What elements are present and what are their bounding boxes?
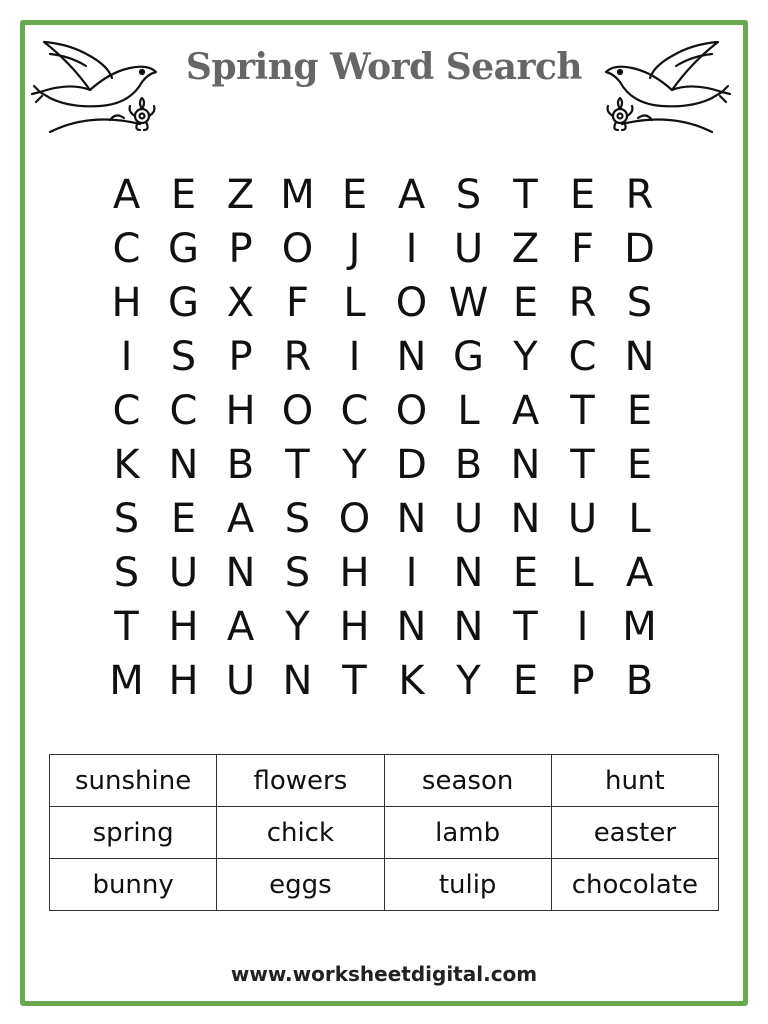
grid-letter[interactable]: T: [114, 604, 139, 650]
grid-letter[interactable]: U: [225, 658, 256, 704]
grid-letter[interactable]: L: [571, 550, 594, 596]
grid-letter[interactable]: Y: [456, 658, 481, 704]
word-list-row: [50, 755, 719, 807]
grid-letter[interactable]: R: [568, 280, 597, 326]
word-list-item: sunshine: [50, 755, 217, 807]
grid-letter[interactable]: L: [628, 496, 651, 542]
grid-letter[interactable]: B: [454, 442, 483, 488]
grid-letter[interactable]: H: [225, 388, 256, 434]
grid-letter[interactable]: N: [282, 658, 313, 704]
grid-letter[interactable]: E: [512, 658, 539, 704]
grid-letter[interactable]: C: [340, 388, 369, 434]
grid-letter[interactable]: S: [113, 550, 140, 596]
grid-letter[interactable]: H: [168, 658, 199, 704]
word-list-item: easter: [551, 807, 718, 859]
grid-letter[interactable]: M: [109, 658, 144, 704]
grid-letter[interactable]: N: [510, 496, 541, 542]
grid-letter[interactable]: T: [513, 604, 538, 650]
grid-letter[interactable]: N: [396, 496, 427, 542]
grid-letter[interactable]: B: [226, 442, 255, 488]
grid-letter[interactable]: N: [453, 550, 484, 596]
grid-letter[interactable]: H: [111, 280, 142, 326]
grid-letter[interactable]: G: [168, 226, 199, 272]
grid-letter[interactable]: Y: [342, 442, 367, 488]
grid-letter[interactable]: C: [568, 334, 597, 380]
grid-letter[interactable]: A: [397, 172, 426, 218]
grid-letter[interactable]: F: [285, 280, 309, 326]
grid-letter[interactable]: T: [342, 658, 367, 704]
word-list-item: season: [384, 755, 551, 807]
grid-letter[interactable]: E: [170, 496, 197, 542]
grid-letter[interactable]: U: [453, 496, 484, 542]
grid-letter[interactable]: E: [512, 550, 539, 596]
word-list-item: eggs: [217, 859, 384, 911]
grid-letter[interactable]: A: [112, 172, 141, 218]
grid-letter[interactable]: E: [626, 388, 653, 434]
grid-letter[interactable]: Z: [226, 172, 255, 218]
grid-letter[interactable]: N: [453, 604, 484, 650]
grid-letter[interactable]: K: [398, 658, 425, 704]
grid-letter[interactable]: I: [120, 334, 133, 380]
grid-letter[interactable]: T: [513, 172, 538, 218]
grid-letter[interactable]: T: [570, 388, 595, 434]
word-list-item: chocolate: [551, 859, 718, 911]
letter-grid: [98, 168, 668, 708]
grid-letter[interactable]: C: [169, 388, 198, 434]
grid-letter[interactable]: R: [283, 334, 312, 380]
grid-letter[interactable]: M: [280, 172, 315, 218]
grid-letter[interactable]: U: [567, 496, 598, 542]
grid-letter[interactable]: E: [170, 172, 197, 218]
grid-letter[interactable]: N: [225, 550, 256, 596]
grid-letter[interactable]: K: [113, 442, 140, 488]
grid-letter[interactable]: S: [284, 496, 311, 542]
grid-letter[interactable]: Z: [511, 226, 540, 272]
grid-letter[interactable]: O: [281, 388, 314, 434]
grid-letter[interactable]: X: [226, 280, 255, 326]
grid-letter[interactable]: O: [395, 280, 428, 326]
grid-letter[interactable]: F: [570, 226, 594, 272]
grid-letter[interactable]: I: [405, 226, 418, 272]
grid-letter[interactable]: L: [457, 388, 480, 434]
grid-letter[interactable]: C: [112, 226, 141, 272]
grid-letter[interactable]: U: [168, 550, 199, 596]
grid-letter[interactable]: N: [168, 442, 199, 488]
word-list-row: [50, 859, 719, 911]
grid-letter[interactable]: T: [570, 442, 595, 488]
grid-letter[interactable]: S: [170, 334, 197, 380]
word-list-item: lamb: [384, 807, 551, 859]
grid-letter[interactable]: I: [576, 604, 589, 650]
grid-letter[interactable]: P: [228, 334, 253, 380]
grid-letter[interactable]: I: [405, 550, 418, 596]
grid-letter[interactable]: A: [226, 604, 255, 650]
grid-letter[interactable]: E: [512, 280, 539, 326]
page-title: Spring Word Search: [185, 46, 583, 88]
grid-letter[interactable]: O: [281, 226, 314, 272]
grid-letter[interactable]: N: [624, 334, 655, 380]
grid-letter[interactable]: O: [338, 496, 371, 542]
word-list-item: spring: [50, 807, 217, 859]
grid-letter[interactable]: I: [348, 334, 361, 380]
grid-letter[interactable]: E: [626, 442, 653, 488]
grid-letter[interactable]: W: [448, 280, 489, 326]
grid-letter[interactable]: N: [396, 604, 427, 650]
grid-letter[interactable]: J: [348, 226, 361, 272]
word-list-item: chick: [217, 807, 384, 859]
grid-letter[interactable]: O: [395, 388, 428, 434]
grid-letter[interactable]: N: [396, 334, 427, 380]
grid-letter[interactable]: P: [228, 226, 253, 272]
grid-letter[interactable]: D: [396, 442, 427, 488]
grid-letter[interactable]: T: [285, 442, 310, 488]
grid-letter[interactable]: S: [626, 280, 653, 326]
grid-letter[interactable]: A: [511, 388, 540, 434]
grid-letter[interactable]: H: [168, 604, 199, 650]
grid-letter[interactable]: S: [284, 550, 311, 596]
grid-letter[interactable]: H: [339, 604, 370, 650]
word-list-item: hunt: [551, 755, 718, 807]
grid-letter[interactable]: U: [453, 226, 484, 272]
grid-letter[interactable]: H: [339, 550, 370, 596]
grid-letter[interactable]: B: [625, 658, 654, 704]
word-list-item: tulip: [384, 859, 551, 911]
grid-letter[interactable]: N: [510, 442, 541, 488]
grid-letter[interactable]: G: [453, 334, 484, 380]
grid-letter[interactable]: L: [343, 280, 366, 326]
grid-letter[interactable]: S: [455, 172, 482, 218]
grid-letter[interactable]: E: [569, 172, 596, 218]
grid-letter[interactable]: D: [624, 226, 655, 272]
grid-letter[interactable]: Y: [285, 604, 310, 650]
grid-letter[interactable]: P: [570, 658, 595, 704]
word-list-item: flowers: [217, 755, 384, 807]
grid-letter[interactable]: R: [625, 172, 654, 218]
grid-letter[interactable]: C: [112, 388, 141, 434]
grid-letter[interactable]: E: [341, 172, 368, 218]
grid-letter[interactable]: G: [168, 280, 199, 326]
grid-letter[interactable]: Y: [513, 334, 538, 380]
word-list-row: [50, 807, 719, 859]
word-list-item: bunny: [50, 859, 217, 911]
grid-letter[interactable]: S: [113, 496, 140, 542]
website-footer: www.worksheetdigital.com: [230, 962, 538, 986]
grid-letter[interactable]: A: [625, 550, 654, 596]
word-list-table: [49, 754, 719, 911]
grid-letter[interactable]: A: [226, 496, 255, 542]
grid-letter[interactable]: M: [622, 604, 657, 650]
